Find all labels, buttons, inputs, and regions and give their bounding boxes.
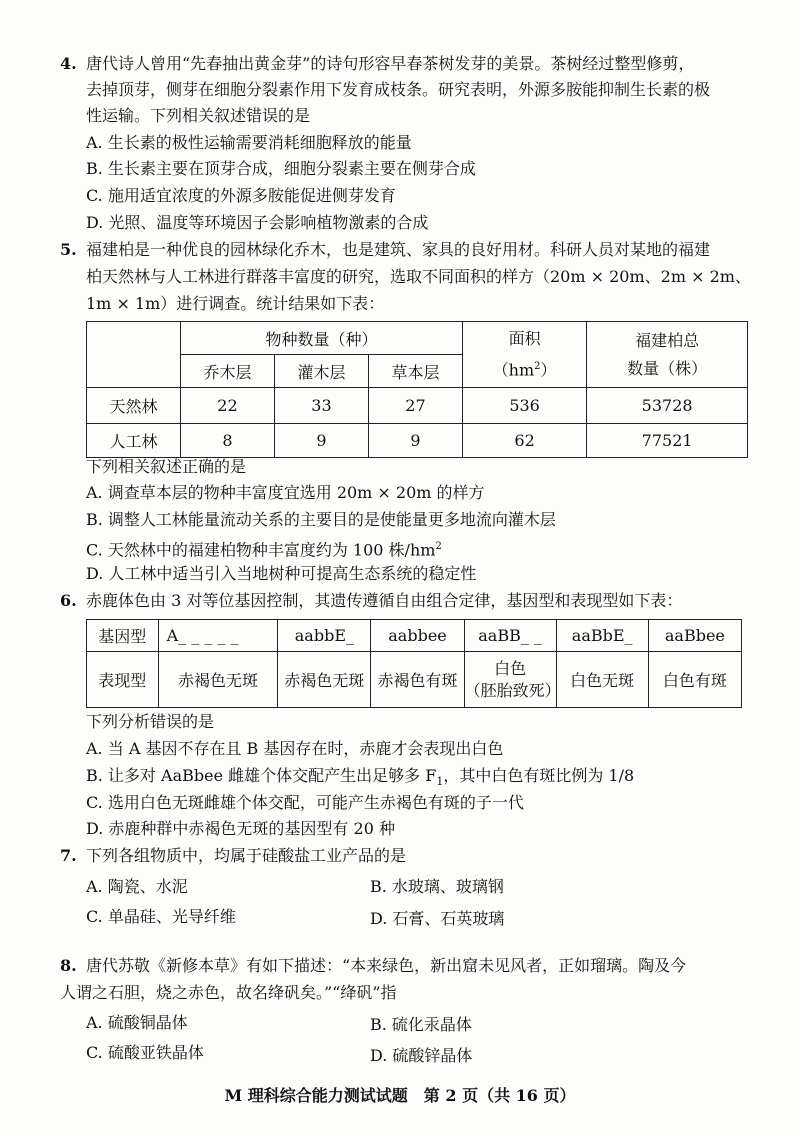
q7-number: 7. — [60, 846, 77, 865]
q5-option-a: A. 调查草本层的物种丰富度宜选用 20m × 20m 的样方 — [86, 483, 485, 502]
q7-option-c: C. 单晶硅、光导纤维 — [86, 907, 236, 926]
q6-option-d: D. 赤鹿种群中赤褐色无斑的基因型有 20 种 — [86, 819, 395, 838]
table-cell: 9 — [274, 424, 368, 458]
table-cell: aaBbee — [648, 620, 741, 652]
table-cell: 白色无斑 — [556, 652, 648, 708]
q8-option-b: B. 硫化汞晶体 — [370, 1015, 472, 1034]
q4-number: 4. — [60, 54, 77, 73]
q6-option-a: A. 当 A 基因不存在且 B 基因存在时，赤鹿才会表现出白色 — [86, 739, 504, 758]
table-row — [87, 424, 748, 458]
table-row — [87, 652, 742, 708]
table-cell: 53728 — [587, 388, 748, 424]
row-label: 人工林 — [87, 424, 181, 458]
row-label: 基因型 — [87, 620, 159, 652]
table-cell: 536 — [462, 388, 586, 424]
q6-number: 6. — [60, 591, 77, 610]
q7-option-a: A. 陶瓷、水泥 — [86, 877, 188, 896]
table-cell: 33 — [274, 388, 368, 424]
q5-subheader-shrub: 灌木层 — [274, 355, 368, 388]
q6-stem: 赤鹿体色由 3 对等位基因控制，其遗传遵循自由组合定律，基因型和表现型如下表： — [86, 591, 683, 610]
q4-stem-line-3: 性运输。下列相关叙述错误的是 — [86, 106, 311, 125]
q6-option-c: C. 选用白色无斑雌雄个体交配，可能产生赤褐色有斑的子一代 — [86, 793, 524, 812]
row-label: 天然林 — [87, 388, 181, 424]
q5-option-d: D. 人工林中适当引入当地树种可提高生态系统的稳定性 — [86, 564, 477, 583]
q7-stem: 下列各组物质中，均属于硅酸盐工业产品的是 — [86, 846, 407, 865]
q5-option-b: B. 调整人工林能量流动关系的主要目的是使能量更多地流向灌木层 — [86, 510, 556, 529]
page-footer: M 理科综合能力测试试题 第 2 页（共 16 页） — [224, 1086, 576, 1105]
q4-option-d: D. 光照、温度等环境因子会影响植物激素的合成 — [86, 213, 429, 232]
table-cell: 9 — [368, 424, 462, 458]
q5-subheader-herb: 草本层 — [368, 355, 462, 388]
q4-stem-line-2: 去掉顶芽，侧芽在细胞分裂素作用下发育成枝条。研究表明，外源多胺能抑制生长素的极 — [86, 80, 711, 99]
table-cell: 白色 （胚胎致死） — [464, 652, 556, 708]
q6-question: 下列分析错误的是 — [86, 712, 215, 731]
q8-number: 8. — [60, 956, 77, 975]
q4-option-c: C. 施用适宜浓度的外源多胺能促进侧芽发育 — [86, 186, 396, 205]
q4-option-b: B. 生长素主要在顶芽合成，细胞分裂素主要在侧芽合成 — [86, 159, 476, 178]
q8-option-c: C. 硫酸亚铁晶体 — [86, 1043, 204, 1062]
q5-stem-line-1: 福建柏是一种优良的园林绿化乔木，也是建筑、家具的良好用材。科研人员对某地的福建 — [86, 240, 711, 259]
table-cell: 22 — [180, 388, 274, 424]
table-cell: 赤褐色无斑 — [158, 652, 278, 708]
row-label: 表现型 — [87, 652, 159, 708]
q5-stem-line-3: 1m × 1m）进行调查。统计结果如下表： — [86, 294, 385, 313]
q8-option-a: A. 硫酸铜晶体 — [86, 1013, 188, 1032]
q5-header-species: 物种数量（种） — [180, 322, 462, 355]
q5-header-area: 面积 $(hm^2)$ — [462, 322, 586, 388]
q5-table — [86, 321, 748, 458]
q7-option-d: D. 石膏、石英玻璃 — [370, 909, 505, 928]
table-cell: 8 — [180, 424, 274, 458]
table-cell: A_ _ _ _ _ — [158, 620, 278, 652]
table-row — [87, 620, 742, 652]
q5-stem-line-2: 柏天然林与人工林进行群落丰富度的研究，选取不同面积的样方（20m × 20m、2m × 2m、 — [86, 267, 751, 286]
q5-question: 下列相关叙述正确的是 — [86, 457, 247, 476]
q5-option-c: C. 天然林中的福建柏物种丰富度约为 100 株$/hm^2$ — [86, 540, 442, 560]
q7-option-b: B. 水玻璃、玻璃钢 — [370, 877, 504, 896]
q4-stem-line-1: 唐代诗人曾用“先春抽出黄金芽”的诗句形容早春茶树发芽的美景。茶树经过整型修剪， — [86, 54, 695, 73]
table-cell: 白色有斑 — [648, 652, 741, 708]
q6-option-b: B. 让多对 AaBbee 雌雄个体交配产生出足够多 $F_1$，其中白色有斑比例为 1/8 — [86, 766, 635, 789]
table-cell: aabbE_ — [278, 620, 371, 652]
q6-table — [86, 619, 742, 708]
table-cell: aaBB_ _ — [464, 620, 556, 652]
table-row — [87, 388, 748, 424]
q5-subheader-tree: 乔木层 — [180, 355, 274, 388]
q8-option-d: D. 硫酸锌晶体 — [370, 1046, 473, 1065]
q4-option-a: A. 生长素的极性运输需要消耗细胞释放的能量 — [86, 133, 412, 152]
q8-stem-line-1: 唐代苏敬《新修本草》有如下描述：“本来绿色，新出窟未见风者，正如瑠璃。陶及今 — [86, 956, 687, 975]
table-cell: aaBbE_ — [556, 620, 648, 652]
table-cell: 77521 — [587, 424, 748, 458]
q5-table-corner — [87, 322, 181, 388]
q5-number: 5. — [60, 240, 77, 259]
q5-header-total: 福建柏总 数量（株） — [587, 322, 748, 388]
table-cell: aabbee — [371, 620, 464, 652]
table-cell: 赤褐色有斑 — [371, 652, 464, 708]
q8-stem-line-2: 人谓之石胆，烧之赤色，故名绛矾矣。”“绛矾”指 — [60, 983, 397, 1002]
table-cell: 27 — [368, 388, 462, 424]
table-cell: 赤褐色无斑 — [278, 652, 371, 708]
table-cell: 62 — [462, 424, 586, 458]
